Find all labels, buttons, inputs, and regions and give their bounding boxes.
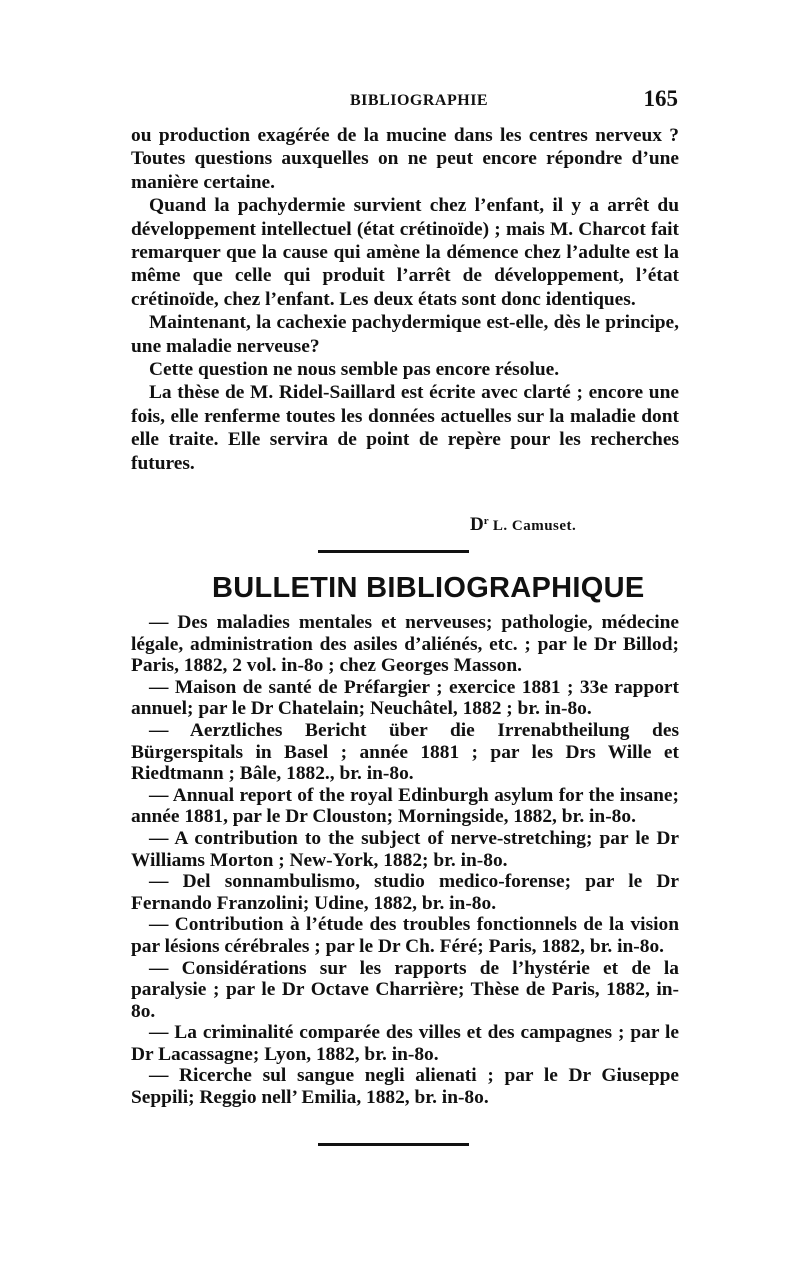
author-signature <box>470 514 576 536</box>
running-title: BIBLIOGRAPHIE <box>350 92 489 109</box>
running-head <box>130 86 678 114</box>
bulletin-heading: BULLETIN BIBLIOGRAPHIQUE <box>212 572 645 604</box>
review-text <box>131 124 679 475</box>
bibliography-entry: — Des maladies mentales et nerveuses; pathologie, médecine légale, administration des asiles d’aliénés, etc. ; par le Dr Billod; Paris, 1882, 2 vol. in-8o ; chez Georges Masson. <box>131 612 679 677</box>
bibliography-list <box>131 612 679 1109</box>
end-divider <box>318 1143 469 1146</box>
section-divider <box>318 550 469 553</box>
paragraph: Maintenant, la cachexie pachydermique est-elle, dès le principe, une maladie nerveuse? <box>131 312 679 357</box>
bibliography-entry: — A contribution to the subject of nerve-stretching; par le Dr Williams Morton ; New-York, 1882; br. in-8o. <box>131 827 679 871</box>
bibliography-entry: — Ricerche sul sangue negli alienati ; par le Dr Giuseppe Seppili; Reggio nell’ Emilia, 1882, br. in-8o. <box>131 1065 679 1109</box>
signature-sup: r <box>483 515 489 527</box>
page-number: 165 <box>643 86 678 111</box>
bibliography-entry: — Aerztliches Bericht über die Irrenabtheilung des Bürgerspitals in Basel ; année 1881 ; par les Drs Wille et Riedtmann ; Bâle, 1882., br. in-8o. <box>131 719 679 785</box>
bibliography-entry: — La criminalité comparée des villes et des campagnes ; par le Dr Lacassagne; Lyon, 1882, br. in-8o. <box>131 1022 679 1065</box>
bibliography-entry: — Del sonnambulismo, studio medico-forense; par le Dr Fernando Franzolini; Udine, 1882, br. in-8o. <box>131 871 679 914</box>
signature-name: L. Camuset. <box>488 518 577 534</box>
bibliography-entry: — Contribution à l’étude des troubles fonctionnels de la vision par lésions cérébrales ; par le Dr Ch. Féré; Paris, 1882, br. in-8o. <box>131 914 679 957</box>
bibliography-entry: — Annual report of the royal Edinburgh asylum for the insane; année 1881, par le Dr Clouston; Morningside, 1882, br. in-8o. <box>131 784 679 828</box>
paragraph: ou production exagérée de la mucine dans les centres nerveux ? Toutes questions auxquelles on ne peut encore répondre d’une manière certaine. <box>131 125 679 193</box>
signature-prefix: D <box>470 514 484 535</box>
bibliography-entry: — Considérations sur les rapports de l’hystérie et de la paralysie ; par le Dr Octave Charrière; Thèse de Paris, 1882, in-8o. <box>131 957 679 1022</box>
bibliography-entry: — Maison de santé de Préfargier ; exercice 1881 ; 33e rapport annuel; par le Dr Chatelain; Neuchâtel, 1882 ; br. in-8o. <box>131 676 679 720</box>
paragraph: La thèse de M. Ridel-Saillard est écrite avec clarté ; encore une fois, elle renferme toutes les données actuelles sur la maladie dont elle traite. Elle servira de point de repère pour les recherches futures. <box>131 382 679 474</box>
paragraph: Quand la pachydermie survient chez l’enfant, il y a arrêt du développement intellectuel (état crétinoïde) ; mais M. Charcot fait remarquer que la cause qui amène la démence chez l’adulte est la même que celle qui produit l’arrêt de développement, l’état crétinoïde, chez l’enfant. Les deux états sont donc identiques. <box>131 195 679 310</box>
paragraph: Cette question ne nous semble pas encore résolue. <box>149 359 560 381</box>
